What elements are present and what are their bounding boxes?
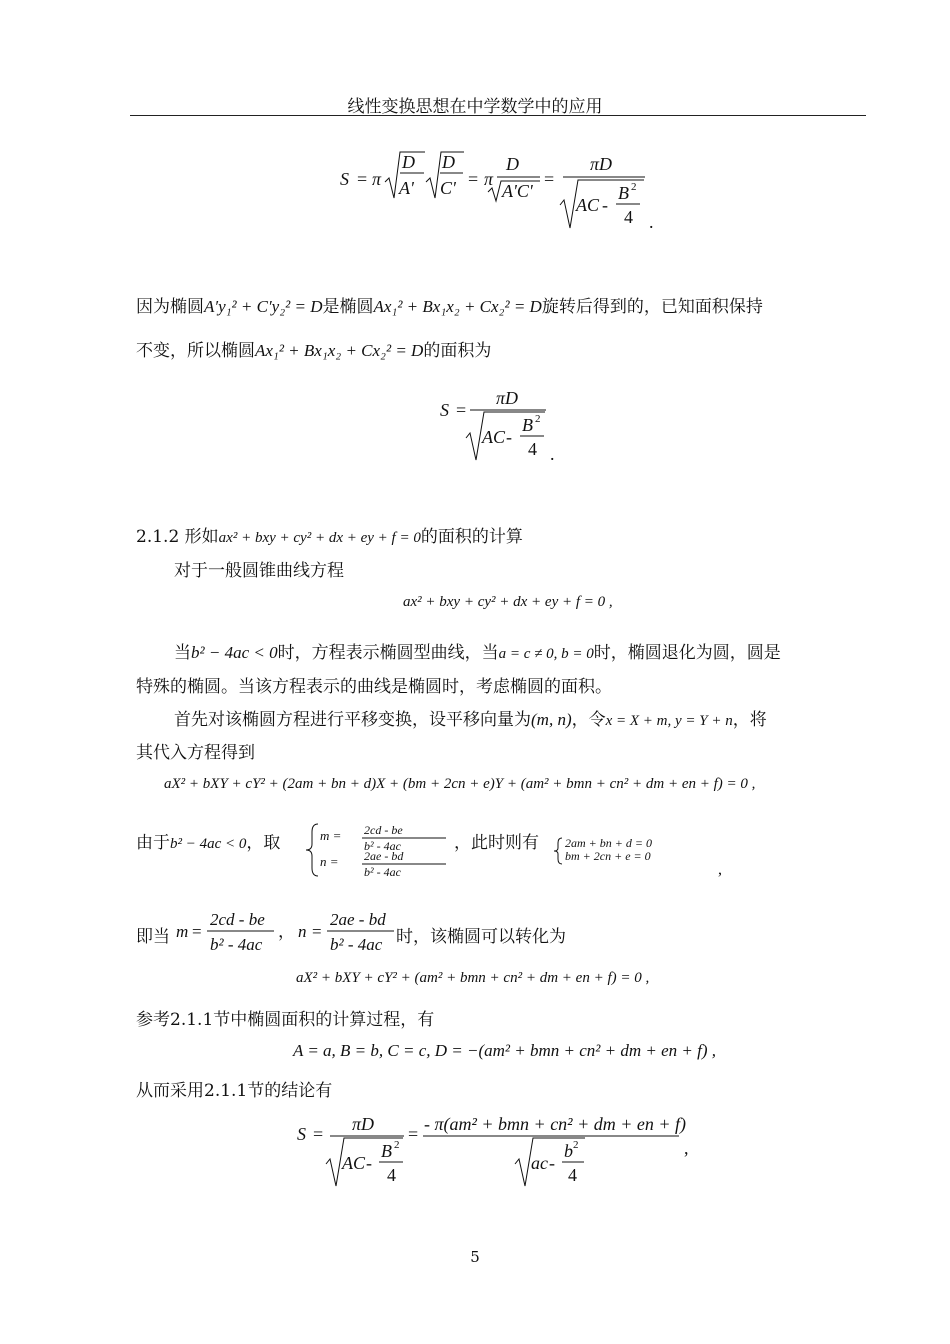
equation-6: A = a, B = b, C = c, D = −(am² + bmn + cn² + dm + en + f) ,	[293, 1041, 716, 1060]
svg-text:2: 2	[573, 1139, 579, 1151]
svg-text:n: n	[298, 922, 307, 941]
svg-text:2: 2	[394, 1139, 400, 1151]
svg-text:C': C'	[440, 178, 456, 198]
svg-text:B: B	[381, 1141, 392, 1161]
svg-text:-: -	[366, 1153, 372, 1173]
inline-math: Ax₁² + Bx₁x₂ + Cx₂² = D	[373, 297, 542, 316]
svg-text:=: =	[544, 169, 555, 189]
svg-text:b² - 4ac: b² - 4ac	[330, 935, 383, 954]
paragraph-line: 当b² − 4ac < 0时，方程表示椭圆型曲线，当a = c ≠ 0, b = 0时，椭圆退化为圆，圆是	[174, 643, 781, 663]
svg-text:AC: AC	[576, 195, 600, 215]
svg-text:D: D	[506, 154, 519, 174]
svg-text:AC: AC	[342, 1153, 366, 1173]
svg-text:=: =	[313, 1124, 324, 1144]
svg-text:AC: AC	[482, 427, 506, 447]
svg-text:S: S	[297, 1124, 306, 1144]
svg-text:bm + 2cn + e = 0: bm + 2cn + e = 0	[565, 849, 651, 863]
svg-text:πD: πD	[496, 388, 519, 408]
inline-math: a = c ≠ 0, b = 0	[498, 646, 594, 662]
paragraph-line: 因为椭圆A′y₁² + C′y₂² = D是椭圆Ax₁² + Bx₁x₂ + Cx₂² = D旋转后得到的，已知面积保持	[136, 297, 763, 317]
equation-3: ax² + bxy + cy² + dx + ey + f = 0 ,	[403, 594, 613, 610]
svg-text:π: π	[484, 169, 494, 189]
paragraph-line: 由于b² − 4ac < 0，取	[136, 833, 281, 853]
paragraph-fragment: ，此时则有	[454, 833, 539, 853]
inline-math: b² − 4ac < 0	[170, 836, 247, 852]
svg-text:4: 4	[528, 439, 537, 459]
svg-text:,: ,	[684, 1138, 689, 1158]
svg-text:-: -	[602, 195, 608, 215]
svg-text:2: 2	[631, 181, 637, 193]
svg-text:πD: πD	[352, 1114, 375, 1134]
svg-text:-: -	[549, 1153, 555, 1173]
svg-text:2ae - bd: 2ae - bd	[330, 910, 386, 929]
svg-text:m =: m =	[320, 828, 342, 843]
svg-text:2cd - be: 2cd - be	[364, 823, 403, 837]
svg-text:4: 4	[568, 1165, 577, 1185]
svg-text:-: -	[506, 427, 512, 447]
inline-math: x = X + m, y = Y + n	[605, 713, 733, 729]
svg-text:D: D	[442, 152, 455, 172]
svg-text:=: =	[192, 922, 202, 941]
inline-math: ax² + bxy + cy² + dx + ey + f = 0	[218, 530, 421, 546]
svg-text:S: S	[440, 400, 449, 420]
svg-text:=: =	[468, 169, 479, 189]
page-number: 5	[470, 1248, 480, 1266]
running-header: 线性变换思想在中学数学中的应用	[347, 97, 603, 117]
svg-text:b: b	[564, 1141, 573, 1161]
paragraph-line: 从而采用2.1.1节的结论有	[136, 1081, 333, 1101]
svg-text:4: 4	[387, 1165, 396, 1185]
svg-text:.: .	[550, 444, 555, 464]
svg-text:A': A'	[399, 178, 414, 198]
section-heading: 2.1.2 形如ax² + bxy + cy² + dx + ey + f = 0的面积的计算	[136, 527, 523, 547]
paragraph-fragment: 时，该椭圆可以转化为	[396, 927, 566, 947]
svg-text:π: π	[372, 169, 382, 189]
paragraph-fragment: 即当	[136, 927, 170, 947]
svg-text:b² - 4ac: b² - 4ac	[210, 935, 263, 954]
paragraph-line: 首先对该椭圆方程进行平移变换，设平移向量为(m, n)，令x = X + m, y = Y + n，将	[174, 710, 767, 730]
inline-math: (m, n)	[531, 710, 572, 729]
svg-text:πD: πD	[590, 154, 613, 174]
svg-text:，: ，	[278, 922, 295, 941]
svg-text:b² - 4ac: b² - 4ac	[364, 865, 401, 879]
paragraph-line: 参考2.1.1节中椭圆面积的计算过程，有	[136, 1010, 435, 1030]
svg-text:=: =	[456, 400, 467, 420]
svg-text:b² - 4ac: b² - 4ac	[364, 839, 401, 853]
svg-text:S: S	[340, 169, 349, 189]
inline-math: Ax₁² + Bx₁x₂ + Cx₂² = D	[255, 341, 424, 360]
inline-math: A′y₁² + C′y₂² = D	[204, 297, 323, 316]
equation-4: aX² + bXY + cY² + (2am + bn + d)X + (bm + 2cn + e)Y + (am² + bmn + cn² + dm + en + f) = 0 ,	[164, 776, 756, 792]
paragraph-line: 其代入方程得到	[136, 743, 255, 763]
svg-text:=: =	[357, 169, 368, 189]
svg-text:n =: n =	[320, 854, 339, 869]
svg-text:m: m	[176, 922, 189, 941]
paragraph-line: 不变，所以椭圆Ax₁² + Bx₁x₂ + Cx₂² = D的面积为	[136, 341, 492, 361]
svg-text:B: B	[522, 415, 533, 435]
equation-5: aX² + bXY + cY² + (am² + bmn + cn² + dm + en + f) = 0 ,	[296, 970, 650, 986]
svg-text:2cd - be: 2cd - be	[210, 910, 265, 929]
svg-text:- π(am² + bmn + cn² + dm + en: - π(am² + bmn + cn² + dm + en + f)	[424, 1114, 687, 1134]
svg-text:B: B	[618, 183, 629, 203]
svg-text:2am + bn + d = 0: 2am + bn + d = 0	[565, 836, 652, 850]
svg-text:4: 4	[624, 207, 633, 227]
svg-text:ac: ac	[531, 1153, 548, 1173]
svg-text:2: 2	[535, 413, 541, 425]
svg-text:=: =	[408, 1124, 419, 1144]
svg-text:=: =	[312, 922, 322, 941]
inline-math: b² − 4ac < 0	[191, 643, 278, 662]
paragraph-line: 对于一般圆锥曲线方程	[174, 561, 344, 581]
svg-text:D: D	[402, 152, 415, 172]
svg-text:A'C': A'C'	[502, 181, 533, 201]
svg-text:2ae - bd: 2ae - bd	[364, 849, 404, 863]
svg-text:,: ,	[718, 861, 722, 878]
svg-text:.: .	[649, 212, 654, 232]
paragraph-line: 特殊的椭圆。当该方程表示的曲线是椭圆时，考虑椭圆的面积。	[136, 677, 612, 697]
